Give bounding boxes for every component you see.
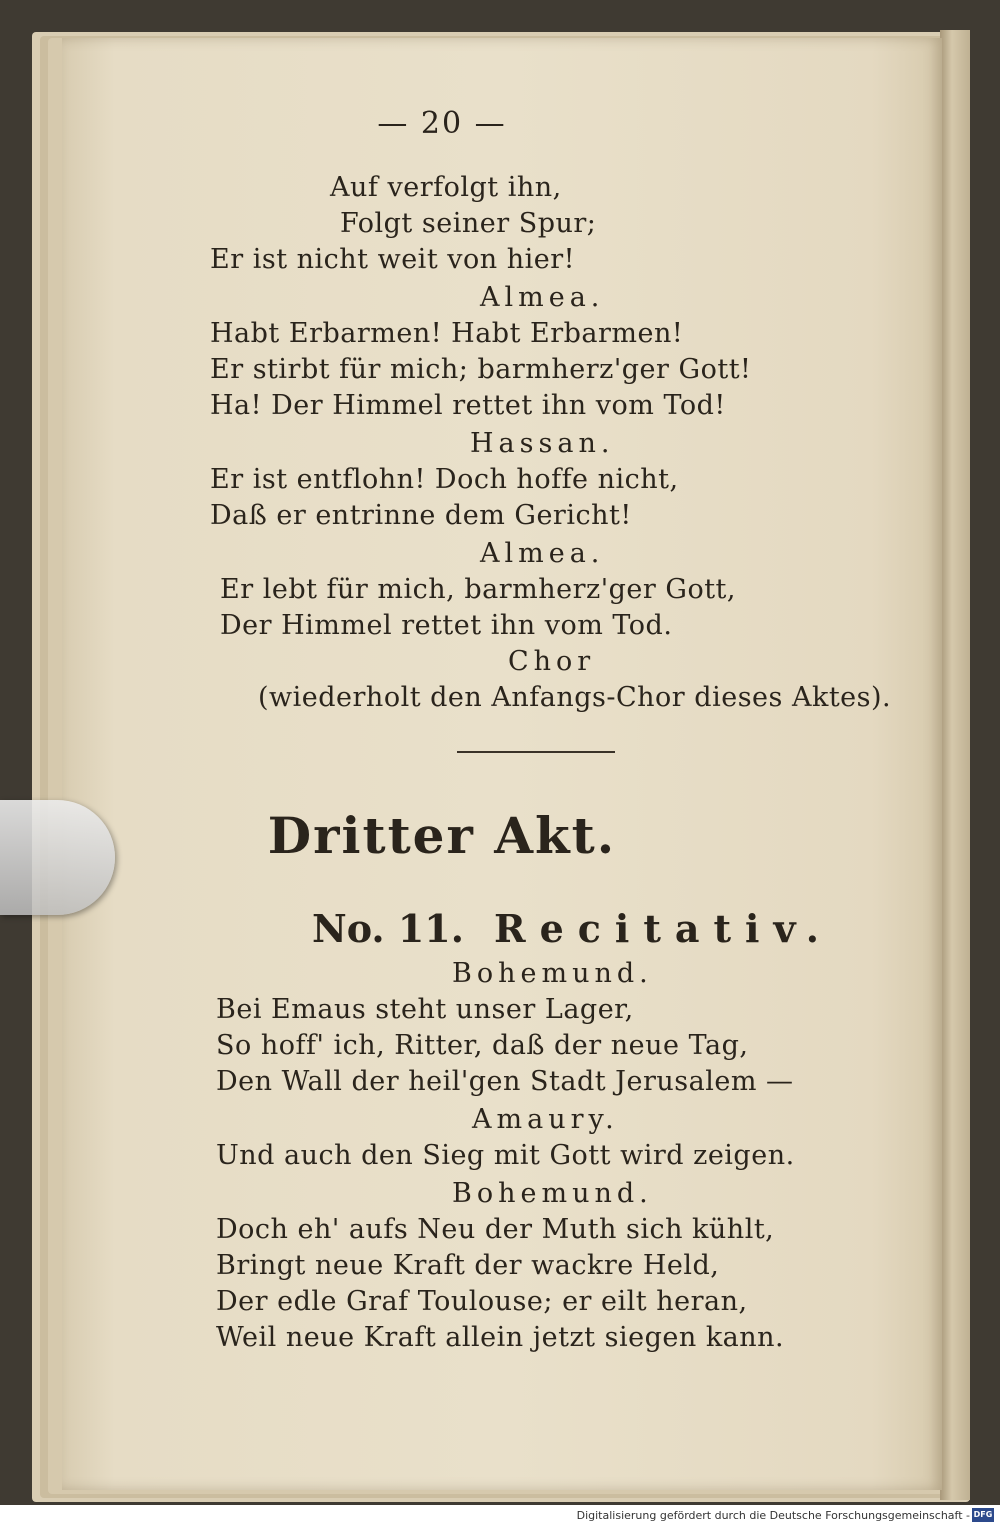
page-number: — 20 — bbox=[377, 106, 507, 141]
verse-line: Auf verfolgt ihn, bbox=[330, 172, 562, 203]
verse-line: Ha! Der Himmel rettet ihn vom Tod! bbox=[210, 390, 726, 421]
verse-line: Der Himmel rettet ihn vom Tod. bbox=[220, 610, 673, 641]
verse-line: Folgt seiner Spur; bbox=[340, 208, 597, 239]
verse-line: Er stirbt für mich; barmherz'ger Gott! bbox=[210, 354, 752, 385]
stage-direction: (wiederholt den Anfangs-Chor dieses Aktes). bbox=[258, 682, 892, 713]
number-heading bbox=[312, 906, 833, 951]
speaker-name: Bohemund. bbox=[452, 958, 653, 989]
verse-line: Er lebt für mich, barmherz'ger Gott, bbox=[220, 574, 736, 605]
speaker-name: Almea. bbox=[480, 538, 605, 569]
funding-credit: Digitalisierung gefördert durch die Deutsche Forschungsgemeinschaft - bbox=[576, 1509, 970, 1522]
verse-line: Doch eh' aufs Neu der Muth sich kühlt, bbox=[216, 1214, 775, 1245]
verse-line: Bringt neue Kraft der wackre Held, bbox=[216, 1250, 720, 1281]
speaker-name: Chor bbox=[508, 646, 596, 677]
verse-line: Daß er entrinne dem Gericht! bbox=[210, 500, 632, 531]
verse-line: Habt Erbarmen! Habt Erbarmen! bbox=[210, 318, 684, 349]
verse-line: Den Wall der heil'gen Stadt Jerusalem — bbox=[216, 1066, 794, 1097]
verse-line: Er ist nicht weit von hier! bbox=[210, 244, 575, 275]
act-title: Dritter Akt. bbox=[267, 806, 617, 865]
verse-line: Weil neue Kraft allein jetzt siegen kann. bbox=[216, 1322, 785, 1353]
dfg-logo-icon: DFG bbox=[972, 1508, 994, 1522]
verse-line: Er ist entflohn! Doch hoffe nicht, bbox=[210, 464, 679, 495]
verse-line: Bei Emaus steht unser Lager, bbox=[216, 994, 634, 1025]
speaker-name: Bohemund. bbox=[452, 1178, 653, 1209]
number-name: Recitativ. bbox=[493, 906, 833, 951]
speaker-name: Hassan. bbox=[470, 428, 615, 459]
section-divider bbox=[457, 751, 615, 753]
verse-line: So hoff' ich, Ritter, daß der neue Tag, bbox=[216, 1030, 749, 1061]
speaker-name: Almea. bbox=[480, 282, 605, 313]
page-content bbox=[62, 38, 942, 1490]
footer-bar bbox=[0, 1505, 1000, 1527]
page-clip bbox=[0, 800, 115, 915]
verse-line: Und auch den Sieg mit Gott wird zeigen. bbox=[216, 1140, 795, 1171]
facing-page-edge bbox=[940, 30, 970, 1500]
verse-line: Der edle Graf Toulouse; er eilt heran, bbox=[216, 1286, 748, 1317]
speaker-name: Amaury. bbox=[472, 1104, 619, 1135]
number-label: No. 11. bbox=[312, 906, 464, 951]
